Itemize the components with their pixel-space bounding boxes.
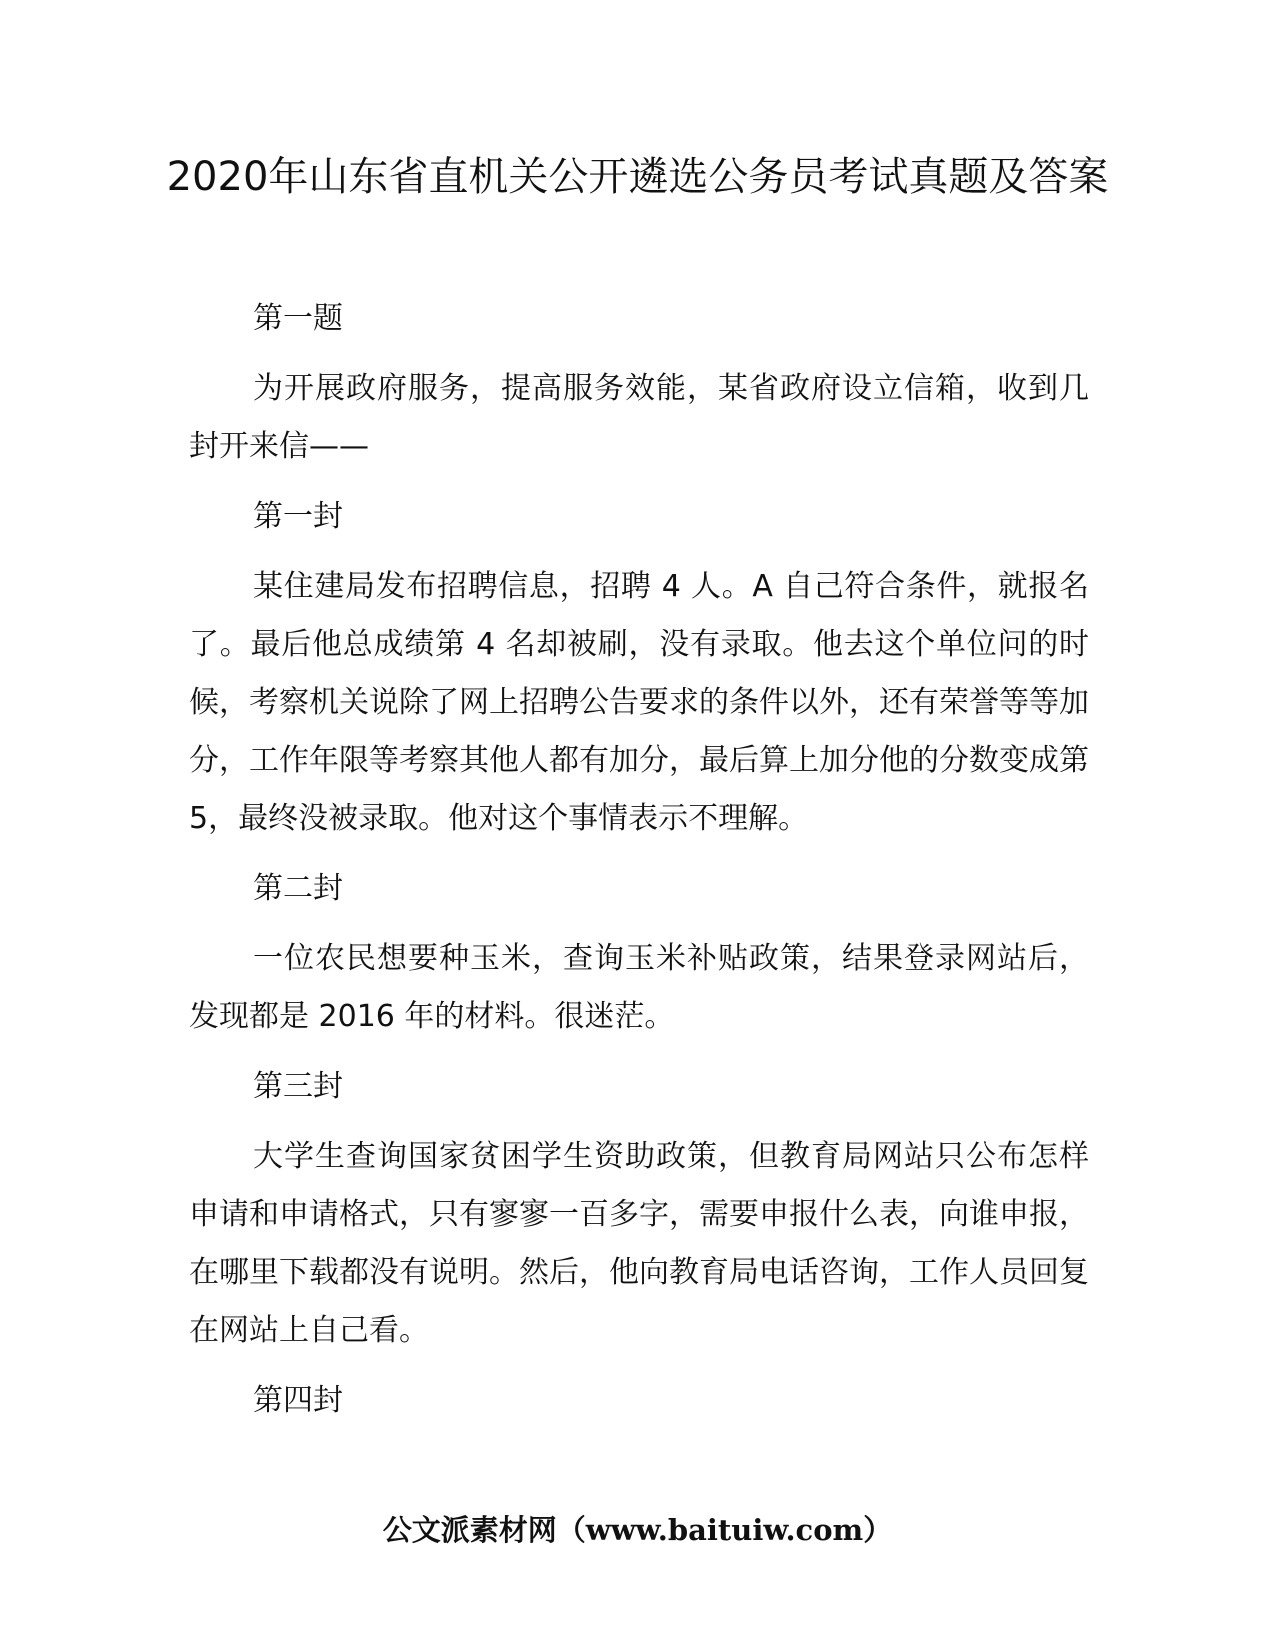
section-heading-question-1: 第一题 xyxy=(253,301,343,336)
document-body xyxy=(189,290,1089,1442)
section-heading-letter-1: 第一封 xyxy=(253,499,343,534)
paragraph-letter-3: 大学生查询国家贫困学生资助政策，但教育局网站只公布怎样申请和申请格式，只有寥寥一百多字，需要申报什么表，向谁申报，在哪里下载都没有说明。然后，他向教育局电话咨询，工作人员回复在网站上自己看。 xyxy=(189,1139,1089,1348)
section-heading-letter-3: 第三封 xyxy=(253,1069,343,1104)
paragraph-letter-2: 一位农民想要种玉米，查询玉米补贴政策，结果登录网站后，发现都是 2016 年的材料。很迷茫。 xyxy=(189,941,1089,1034)
footer-watermark: 公文派素材网（www.baituiw.com） xyxy=(382,1513,893,1547)
document-title: 2020年山东省直机关公开遴选公务员考试真题及答案 xyxy=(166,154,1109,200)
section-heading-letter-2: 第二封 xyxy=(253,871,343,906)
section-heading-letter-4: 第四封 xyxy=(253,1383,343,1418)
paragraph-letter-1: 某住建局发布招聘信息，招聘 4 人。A 自己符合条件，就报名了。最后他总成绩第 4 名却被刷，没有录取。他去这个单位问的时候，考察机关说除了网上招聘公告要求的条件以外，还有荣誉等等加分，工作年限等考察其他人都有加分，最后算上加分他的分数变成第 5，最终没被录取。他对这个事情表示不理解。 xyxy=(189,569,1089,836)
paragraph-intro: 为开展政府服务，提高服务效能，某省政府设立信箱，收到几封开来信—— xyxy=(189,371,1089,464)
